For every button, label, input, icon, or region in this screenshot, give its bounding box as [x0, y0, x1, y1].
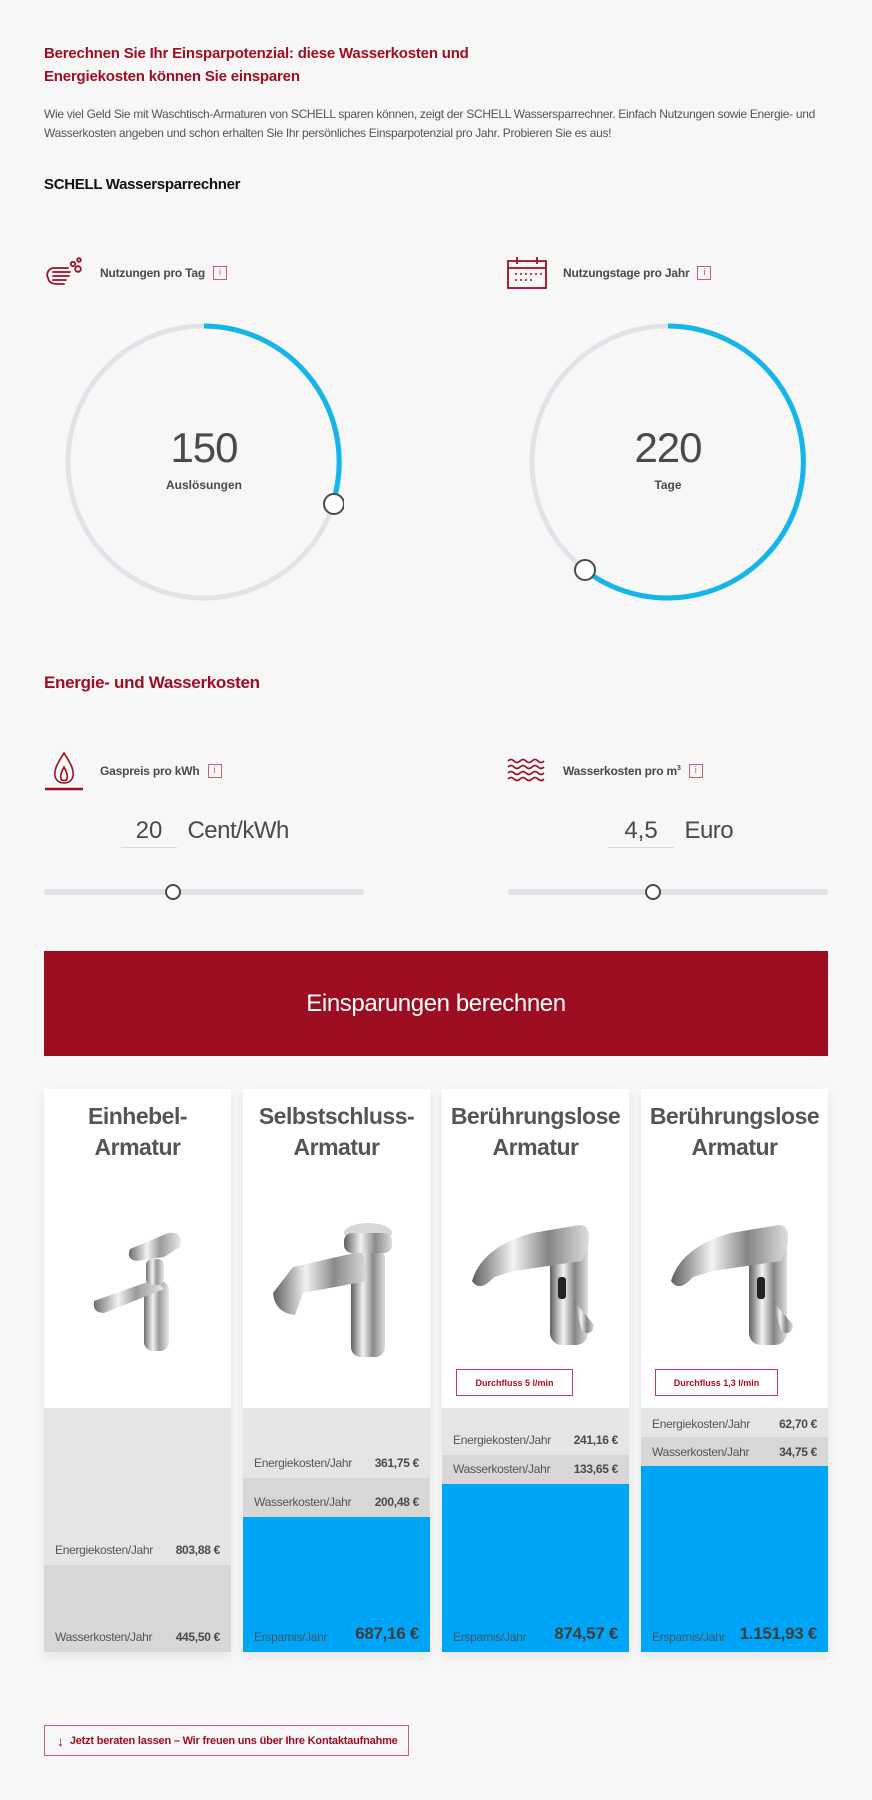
days-per-year-unit: Tage	[654, 478, 682, 492]
usage-per-day-label: Nutzungen pro Tag	[100, 266, 206, 280]
dial-handle	[324, 494, 344, 514]
cost-breakdown	[442, 1408, 629, 1652]
info-icon[interactable]: i	[689, 764, 703, 778]
water-waves-icon	[507, 753, 547, 789]
flow-rate-badge: Durchfluss 5 l/min	[456, 1369, 573, 1396]
flame-icon	[44, 753, 84, 789]
calculator-title: SCHELL Wassersparrechner	[44, 176, 241, 193]
info-icon[interactable]: i	[697, 266, 711, 280]
cost-breakdown	[641, 1408, 828, 1652]
faucet-self-closing-image	[263, 1209, 410, 1374]
intro-title: Berechnen Sie Ihr Einsparpotenzial: diese Wasserkosten und Energiekosten können Sie einsparen	[44, 45, 469, 85]
water-cost-row: Wasserkosten/Jahr 34,75 €	[641, 1437, 828, 1466]
arrow-down-icon: ↓	[57, 1732, 64, 1749]
cost-breakdown	[243, 1408, 430, 1652]
product-card-self-closing	[243, 1089, 430, 1652]
contact-consultation-link[interactable]	[44, 1725, 409, 1756]
days-per-year-dial[interactable]	[528, 322, 808, 602]
product-title: Berührungslose Armatur	[450, 1103, 621, 1160]
gas-price-label: Gaspreis pro kWh	[100, 764, 200, 778]
info-icon[interactable]: i	[213, 266, 227, 280]
gas-price-input[interactable]	[121, 817, 177, 848]
faucet-touchless-image	[661, 1207, 808, 1362]
product-title: Selbstschluss- Armatur	[258, 1103, 415, 1160]
product-card-touchless-5	[442, 1089, 629, 1652]
gas-price-header	[44, 751, 222, 791]
usage-per-day-dial[interactable]	[64, 322, 344, 602]
days-per-year-header	[507, 253, 711, 293]
energy-cost-row: Energiekosten/Jahr 62,70 €	[641, 1408, 828, 1437]
energy-cost-row: Energiekosten/Jahr 361,75 €	[243, 1408, 430, 1478]
product-card-single-lever	[44, 1089, 231, 1652]
dial-handle	[575, 560, 595, 580]
water-cost-row: Wasserkosten/Jahr 133,65 €	[442, 1455, 629, 1484]
gas-price-slider[interactable]	[44, 889, 364, 895]
water-cost-input-group	[608, 817, 733, 848]
faucet-single-lever-image	[64, 1209, 211, 1374]
usage-per-day-unit: Auslösungen	[165, 478, 242, 492]
calculate-savings-button[interactable]: Einsparungen berechnen	[44, 951, 828, 1056]
faucet-touchless-image	[462, 1207, 609, 1362]
cost-breakdown	[44, 1408, 231, 1652]
info-icon[interactable]: i	[208, 764, 222, 778]
water-cost-row: Wasserkosten/Jahr 445,50 €	[44, 1565, 231, 1652]
hand-washing-icon	[44, 255, 84, 291]
product-title: Berührungslose Armatur	[649, 1103, 820, 1160]
product-title: Einhebel- Armatur	[87, 1103, 187, 1160]
product-card-touchless-1-3	[641, 1089, 828, 1652]
usage-per-day-value: 150	[170, 424, 238, 471]
savings-row: Ersparnis/Jahr 874,57 €	[442, 1484, 629, 1652]
days-per-year-label: Nutzungstage pro Jahr	[563, 266, 690, 280]
energy-cost-row: Energiekosten/Jahr 241,16 €	[442, 1408, 629, 1455]
contact-link-label: Jetzt beraten lassen – Wir freuen uns über Ihre Kontaktaufnahme	[69, 1734, 398, 1747]
water-cost-input[interactable]	[608, 817, 674, 848]
costs-section-title: Energie- und Wasserkosten	[44, 673, 260, 692]
flow-rate-badge: Durchfluss 1,3 l/min	[655, 1369, 778, 1396]
water-cost-header	[507, 751, 703, 791]
water-cost-row: Wasserkosten/Jahr 200,48 €	[243, 1478, 430, 1517]
savings-row: Ersparnis/Jahr 687,16 €	[243, 1517, 430, 1652]
slider-thumb[interactable]	[165, 884, 181, 900]
water-cost-label: Wasserkosten pro $m^3$	[563, 764, 681, 778]
water-cost-unit: Euro	[684, 817, 734, 844]
gas-price-unit: Cent/kWh	[187, 817, 289, 844]
days-per-year-value: 220	[634, 424, 702, 471]
savings-row: Ersparnis/Jahr 1.151,93 €	[641, 1466, 828, 1652]
energy-cost-row: Energiekosten/Jahr 803,88 €	[44, 1408, 231, 1565]
calendar-icon	[507, 255, 547, 291]
usage-per-day-header	[44, 253, 227, 293]
gas-price-input-group	[121, 817, 289, 848]
slider-thumb[interactable]	[645, 884, 661, 900]
water-cost-slider[interactable]	[508, 889, 828, 895]
intro-text: Wie viel Geld Sie mit Waschtisch-Armaturen von SCHELL sparen können, zeigt der SCHELL Wassersparrechner. Einfach Nutzungen sowie Energie- und Wasserkosten angeben und schon erhalten Sie Ihr persönliches Einsparpotenzial pro Jahr. Probieren Sie es aus!	[44, 107, 815, 140]
